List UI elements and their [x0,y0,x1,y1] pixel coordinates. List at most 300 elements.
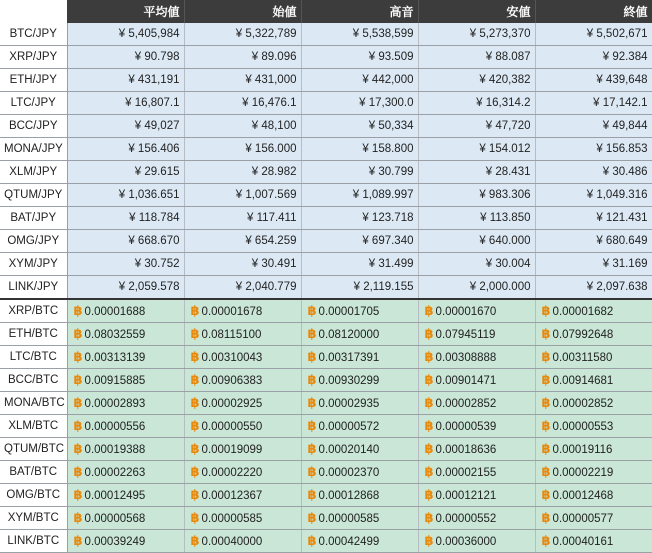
cell-close [535,207,652,230]
table-row [0,138,652,161]
yen-symbol: ¥ [469,281,477,293]
bitcoin-symbol: ฿ [307,464,317,479]
cell-value: 49,844 [612,120,648,132]
cell-high [301,23,418,46]
cell-value: 0.00311580 [552,352,613,364]
yen-symbol: ¥ [251,120,259,132]
bitcoin-symbol: ฿ [541,326,551,341]
yen-symbol: ¥ [586,281,594,293]
cell-value: 0.00002893 [84,398,146,410]
cell-average [67,253,184,276]
yen-symbol: ¥ [134,258,142,270]
cell-average [67,461,184,484]
header-row [0,0,652,23]
cell-open [184,438,301,461]
cell-value: 123.718 [371,212,414,224]
bitcoin-symbol: ฿ [190,303,200,318]
cell-value: 0.00039249 [84,536,146,548]
yen-symbol: ¥ [485,51,493,63]
yen-symbol: ¥ [134,51,142,63]
cell-value: 1,049.316 [596,189,648,201]
cell-low [418,415,535,438]
bitcoin-symbol: ฿ [73,487,83,502]
cell-value: 0.00042499 [318,536,380,548]
cell-value: 1,089.997 [362,189,414,201]
table-row [0,230,652,253]
yen-symbol: ¥ [129,212,136,224]
cell-value: 93.509 [378,51,414,63]
cell-value: 2,119.155 [363,281,414,293]
cell-close [535,415,652,438]
cell-value: 0.00002852 [435,398,497,410]
cell-value: 90.798 [144,51,180,63]
cell-value: 0.00000568 [84,513,146,525]
cell-value: 0.00012367 [201,490,263,502]
cell-high [301,369,418,392]
cell-value: 118.784 [138,212,180,224]
cell-average [67,184,184,207]
yen-symbol: ¥ [596,235,603,247]
table-row [0,92,652,115]
yen-symbol: ¥ [586,189,594,201]
cell-low [418,392,535,415]
cell-open [184,230,301,253]
cell-value: 1,036.651 [128,189,180,201]
cell-low [418,276,535,300]
yen-symbol: ¥ [368,120,376,132]
bitcoin-symbol: ฿ [307,418,317,433]
cell-value: 30.752 [144,258,180,270]
cell-high [301,69,418,92]
cell-open [184,23,301,46]
cell-value: 0.00002935 [318,398,380,410]
table-row [0,346,652,369]
header-average: 平均値 [67,0,184,23]
table-row [0,415,652,438]
cell-value: 5,502,671 [596,28,648,40]
cell-close [535,507,652,530]
cell-close [535,369,652,392]
cell-value: 0.08120000 [318,329,380,341]
cell-open [184,323,301,346]
cell-value: 0.00901471 [435,375,497,387]
cell-value: 0.07992648 [552,329,614,341]
cell-average [67,299,184,323]
cell-average [67,276,184,300]
cell-value: 0.00012868 [318,490,380,502]
cell-open [184,138,301,161]
bitcoin-symbol: ฿ [541,487,551,502]
bitcoin-symbol: ฿ [307,441,317,456]
cell-average [67,438,184,461]
cell-open [184,184,301,207]
bitcoin-symbol: ฿ [307,487,317,502]
cell-value: 88.087 [495,51,531,63]
table-row [0,323,652,346]
cell-average [67,230,184,253]
cell-average [67,92,184,115]
cell-average [67,69,184,92]
yen-symbol: ¥ [469,28,477,40]
cell-value: 0.00019116 [552,444,613,456]
header-close: 終値 [535,0,652,23]
cell-value: 0.00000550 [201,421,263,433]
bitcoin-symbol: ฿ [541,533,551,548]
bitcoin-symbol: ฿ [190,487,200,502]
cell-low [418,438,535,461]
cell-average [67,115,184,138]
yen-symbol: ¥ [128,74,135,86]
cell-value: 113.850 [489,212,531,224]
table-row [0,207,652,230]
cell-value: 0.00000553 [552,421,614,433]
cell-close [535,161,652,184]
bitcoin-symbol: ฿ [73,418,83,433]
bitcoin-symbol: ฿ [541,395,551,410]
cell-value: 420,382 [488,74,531,86]
cell-high [301,276,418,300]
cell-value: 0.00001678 [201,306,263,318]
cell-value: 0.00002852 [552,398,614,410]
header-high: 高音 [301,0,418,23]
cell-value: 0.00308888 [435,352,497,364]
cell-value: 89.096 [261,51,297,63]
cell-value: 0.00915885 [84,375,146,387]
pair-label: ETH/JPY [0,69,67,92]
bitcoin-symbol: ฿ [73,303,83,318]
yen-symbol: ¥ [602,258,610,270]
cell-value: 31.169 [612,258,648,270]
cell-value: 0.00000556 [84,421,146,433]
cell-value: 0.00310043 [201,352,263,364]
yen-symbol: ¥ [479,235,486,247]
cell-close [535,484,652,507]
cell-close [535,230,652,253]
cell-high [301,92,418,115]
pair-label: MONA/JPY [0,138,67,161]
cell-high [301,507,418,530]
cell-value: 2,040.779 [245,281,297,293]
cell-value: 30.491 [261,258,297,270]
cell-average [67,484,184,507]
yen-symbol: ¥ [352,189,360,201]
header-low: 安値 [418,0,535,23]
yen-symbol: ¥ [245,143,252,155]
cell-low [418,484,535,507]
table-row [0,507,652,530]
cell-value: 0.00000585 [201,513,263,525]
cell-value: 0.00012468 [552,490,614,502]
bitcoin-symbol: ฿ [541,418,551,433]
cell-value: 31.499 [378,258,414,270]
yen-symbol: ¥ [242,97,249,109]
pair-label: BAT/JPY [0,207,67,230]
yen-symbol: ¥ [485,120,493,132]
yen-symbol: ¥ [245,74,252,86]
cell-low [418,230,535,253]
cell-average [67,369,184,392]
pair-label: LTC/BTC [0,346,67,369]
bitcoin-symbol: ฿ [73,533,83,548]
bitcoin-symbol: ฿ [424,533,434,548]
cell-value: 50,334 [378,120,414,132]
cell-value: 5,538,599 [362,28,414,40]
cell-high [301,207,418,230]
cell-high [301,415,418,438]
cell-low [418,346,535,369]
cell-average [67,46,184,69]
cell-low [418,161,535,184]
bitcoin-symbol: ฿ [424,487,434,502]
bitcoin-symbol: ฿ [307,349,317,364]
bitcoin-symbol: ฿ [541,510,551,525]
cell-value: 0.00040161 [552,536,614,548]
cell-high [301,323,418,346]
cell-value: 0.00036000 [435,536,497,548]
cell-value: 0.00001670 [435,306,497,318]
cell-value: 2,000.000 [479,281,531,293]
cell-close [535,46,652,69]
cell-close [535,530,652,553]
pair-label: MONA/BTC [0,392,67,415]
pair-label: OMG/BTC [0,484,67,507]
cell-value: 640.000 [488,235,531,247]
cell-value: 16,476.1 [251,97,297,109]
cell-close [535,438,652,461]
bitcoin-symbol: ฿ [541,303,551,318]
cell-open [184,461,301,484]
cell-value: 0.00930299 [318,375,380,387]
pair-label: OMG/JPY [0,230,67,253]
pair-label: QTUM/JPY [0,184,67,207]
bitcoin-symbol: ฿ [424,510,434,525]
cell-open [184,115,301,138]
yen-symbol: ¥ [368,51,376,63]
cell-average [67,415,184,438]
cell-value: 0.00012121 [435,490,497,502]
yen-symbol: ¥ [134,166,142,178]
pair-label: XYM/BTC [0,507,67,530]
bitcoin-symbol: ฿ [190,510,200,525]
table-row [0,69,652,92]
pair-label: BTC/JPY [0,23,67,46]
cell-open [184,46,301,69]
yen-symbol: ¥ [118,28,126,40]
yen-symbol: ¥ [235,28,243,40]
yen-symbol: ¥ [476,97,483,109]
bitcoin-symbol: ฿ [424,464,434,479]
cell-close [535,461,652,484]
cell-close [535,323,652,346]
cell-value: 0.00000539 [435,421,497,433]
cell-average [67,507,184,530]
table-row [0,299,652,323]
cell-close [535,346,652,369]
cell-value: 17,300.0 [368,97,414,109]
table-body [0,23,652,553]
cell-open [184,69,301,92]
yen-symbol: ¥ [362,143,369,155]
cell-value: 0.08115100 [201,329,262,341]
header-corner [0,0,67,23]
bitcoin-symbol: ฿ [307,395,317,410]
yen-symbol: ¥ [362,235,369,247]
yen-symbol: ¥ [479,189,486,201]
cell-close [535,92,652,115]
cell-average [67,346,184,369]
bitcoin-symbol: ฿ [190,464,200,479]
pair-label: ETH/BTC [0,323,67,346]
cell-low [418,461,535,484]
yen-symbol: ¥ [368,258,376,270]
bitcoin-symbol: ฿ [424,326,434,341]
yen-symbol: ¥ [134,120,142,132]
yen-symbol: ¥ [479,143,486,155]
yen-symbol: ¥ [128,143,135,155]
cell-value: 0.00001705 [318,306,380,318]
cell-value: 16,807.1 [134,97,180,109]
yen-symbol: ¥ [251,258,259,270]
cell-open [184,415,301,438]
cell-high [301,461,418,484]
cell-high [301,46,418,69]
cell-value: 697.340 [371,235,414,247]
cell-open [184,484,301,507]
cell-value: 442,000 [371,74,414,86]
yen-symbol: ¥ [235,189,243,201]
cell-value: 92.384 [612,51,648,63]
cell-value: 0.00000552 [435,513,497,525]
cell-average [67,161,184,184]
cell-open [184,276,301,300]
bitcoin-symbol: ฿ [307,533,317,548]
cell-high [301,115,418,138]
cell-open [184,392,301,415]
pair-label: XRP/BTC [0,299,67,323]
pair-label: QTUM/BTC [0,438,67,461]
cell-low [418,184,535,207]
cell-value: 30.004 [495,258,531,270]
cell-close [535,69,652,92]
cell-high [301,184,418,207]
bitcoin-symbol: ฿ [73,372,83,387]
cell-value: 0.00313139 [84,352,146,364]
pair-label: BCC/BTC [0,369,67,392]
pair-label: BAT/BTC [0,461,67,484]
cell-value: 439,648 [605,74,648,86]
pair-label: XYM/JPY [0,253,67,276]
yen-symbol: ¥ [602,120,610,132]
cell-value: 0.00002220 [201,467,263,479]
cell-open [184,253,301,276]
cell-value: 121.431 [605,212,648,224]
bitcoin-symbol: ฿ [424,395,434,410]
yen-symbol: ¥ [128,235,135,247]
yen-symbol: ¥ [485,258,493,270]
bitcoin-symbol: ฿ [73,464,83,479]
bitcoin-symbol: ฿ [424,372,434,387]
cell-value: 156.000 [254,143,297,155]
bitcoin-symbol: ฿ [190,372,200,387]
yen-symbol: ¥ [480,212,487,224]
cell-value: 0.00002370 [318,467,380,479]
yen-symbol: ¥ [485,166,493,178]
cell-low [418,23,535,46]
bitcoin-symbol: ฿ [73,441,83,456]
cell-value: 30.486 [612,166,648,178]
bitcoin-symbol: ฿ [73,349,83,364]
cell-close [535,115,652,138]
pair-label: LINK/JPY [0,276,67,300]
cell-close [535,276,652,300]
cell-value: 0.00019388 [84,444,146,456]
bitcoin-symbol: ฿ [190,349,200,364]
cell-low [418,207,535,230]
table-row [0,438,652,461]
cell-value: 0.00002155 [435,467,497,479]
cell-value: 156.406 [137,143,180,155]
cell-value: 30.799 [378,166,414,178]
cell-value: 28.982 [261,166,297,178]
cell-low [418,369,535,392]
cell-value: 0.00000572 [318,421,380,433]
yen-symbol: ¥ [362,212,369,224]
bitcoin-symbol: ฿ [541,464,551,479]
bitcoin-symbol: ฿ [190,395,200,410]
cell-value: 47,720 [495,120,531,132]
cell-high [301,230,418,253]
yen-symbol: ¥ [602,166,610,178]
yen-symbol: ¥ [251,166,259,178]
yen-symbol: ¥ [251,51,259,63]
cell-open [184,346,301,369]
table-row [0,530,652,553]
bitcoin-symbol: ฿ [190,326,200,341]
table-row [0,23,652,46]
cell-low [418,530,535,553]
cell-value: 0.00002925 [201,398,263,410]
cell-value: 431,000 [254,74,297,86]
cell-value: 0.00000577 [552,513,614,525]
cell-value: 49,027 [144,120,180,132]
bitcoin-symbol: ฿ [190,533,200,548]
table-row [0,46,652,69]
cell-value: 680.649 [605,235,648,247]
cell-value: 158.800 [371,143,414,155]
cell-value: 0.00000585 [318,513,380,525]
yen-symbol: ¥ [359,97,366,109]
cell-value: 156.853 [605,143,648,155]
bitcoin-symbol: ฿ [307,303,317,318]
bitcoin-symbol: ฿ [190,418,200,433]
cell-value: 0.00914681 [552,375,614,387]
cell-value: 17,142.1 [602,97,648,109]
yen-symbol: ¥ [125,97,132,109]
bitcoin-symbol: ฿ [541,349,551,364]
cell-average [67,392,184,415]
yen-symbol: ¥ [593,97,600,109]
table-row [0,115,652,138]
bitcoin-symbol: ฿ [73,326,83,341]
bitcoin-symbol: ฿ [424,303,434,318]
table-row [0,392,652,415]
cell-high [301,138,418,161]
cell-value: 48,100 [261,120,297,132]
yen-symbol: ¥ [352,28,360,40]
table-row [0,184,652,207]
pair-label: LINK/BTC [0,530,67,553]
cell-value: 0.00002263 [84,467,146,479]
